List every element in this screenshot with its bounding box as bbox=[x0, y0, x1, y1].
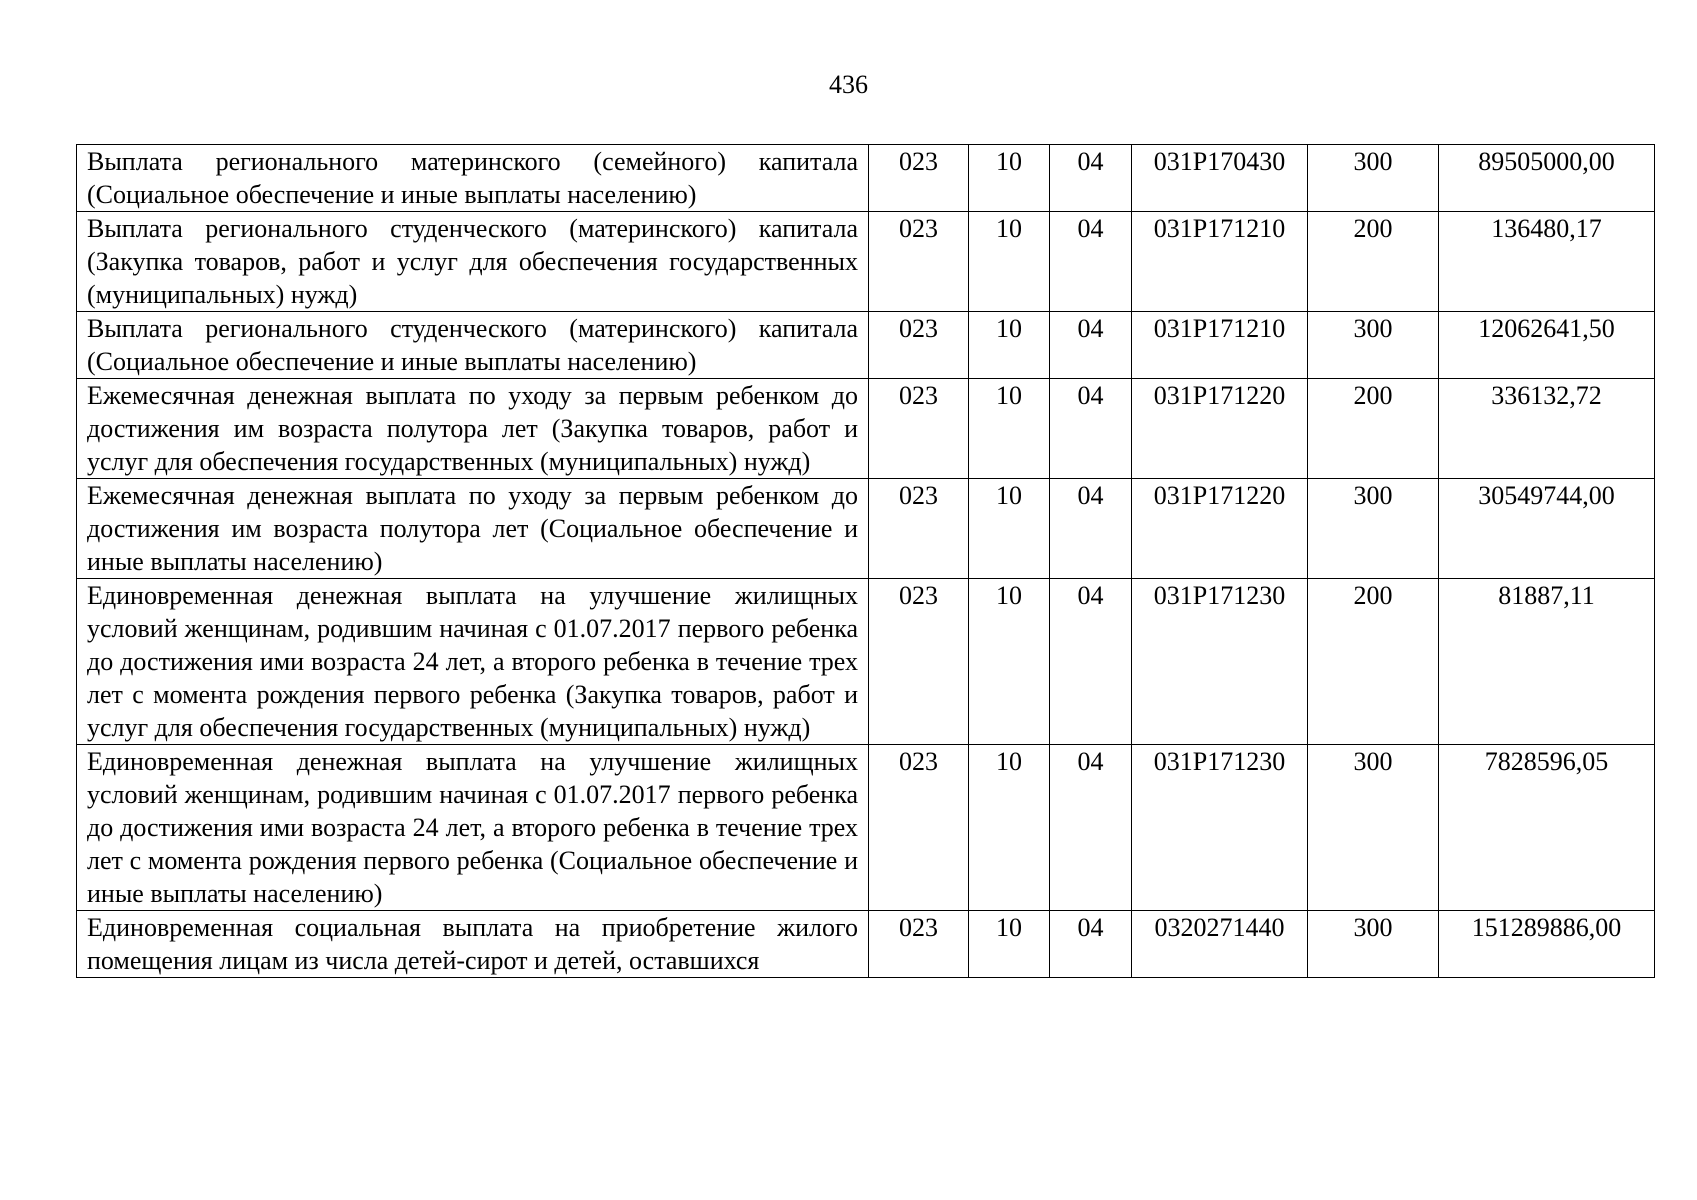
row-amount: 12062641,50 bbox=[1439, 312, 1655, 379]
table-row bbox=[77, 579, 1655, 745]
row-description: Ежемесячная денежная выплата по уходу за первым ребенком до достижения им возраста полутора лет (Закупка товаров, работ и услуг для обеспечения государственных (муниципальных) нужд) bbox=[77, 379, 869, 479]
row-expense-type-code: 300 bbox=[1308, 911, 1439, 978]
row-section-code: 10 bbox=[969, 145, 1050, 212]
row-expense-type-code: 300 bbox=[1308, 745, 1439, 911]
row-description: Единовременная денежная выплата на улучшение жилищных условий женщинам, родившим начиная с 01.07.2017 первого ребенка до достижения ими возраста 24 лет, а второго ребенка в течение трех лет с момента рождения первого ребенка (Закупка товаров, работ и услуг для обеспечения государственных (муниципальных) нужд) bbox=[77, 579, 869, 745]
row-subsection-code: 04 bbox=[1050, 911, 1132, 978]
table-row bbox=[77, 479, 1655, 579]
row-section-code: 10 bbox=[969, 911, 1050, 978]
row-grbs-code: 023 bbox=[869, 579, 969, 745]
row-amount: 30549744,00 bbox=[1439, 479, 1655, 579]
row-grbs-code: 023 bbox=[869, 479, 969, 579]
row-target-article-code: 0320271440 bbox=[1132, 911, 1308, 978]
row-target-article-code: 031P171210 bbox=[1132, 212, 1308, 312]
row-description: Ежемесячная денежная выплата по уходу за первым ребенком до достижения им возраста полутора лет (Социальное обеспечение и иные выплаты населению) bbox=[77, 479, 869, 579]
table-row bbox=[77, 745, 1655, 911]
row-amount: 336132,72 bbox=[1439, 379, 1655, 479]
row-section-code: 10 bbox=[969, 579, 1050, 745]
row-description: Выплата регионального материнского (семейного) капитала (Социальное обеспечение и иные выплаты населению) bbox=[77, 145, 869, 212]
row-amount: 136480,17 bbox=[1439, 212, 1655, 312]
row-grbs-code: 023 bbox=[869, 911, 969, 978]
row-description: Единовременная социальная выплата на приобретение жилого помещения лицам из числа детей-сирот и детей, оставшихся bbox=[77, 911, 869, 978]
row-amount: 151289886,00 bbox=[1439, 911, 1655, 978]
row-grbs-code: 023 bbox=[869, 745, 969, 911]
row-section-code: 10 bbox=[969, 745, 1050, 911]
row-grbs-code: 023 bbox=[869, 212, 969, 312]
table-row bbox=[77, 312, 1655, 379]
row-target-article-code: 031P171230 bbox=[1132, 745, 1308, 911]
row-subsection-code: 04 bbox=[1050, 312, 1132, 379]
row-grbs-code: 023 bbox=[869, 145, 969, 212]
row-subsection-code: 04 bbox=[1050, 745, 1132, 911]
row-amount: 89505000,00 bbox=[1439, 145, 1655, 212]
row-target-article-code: 031P171210 bbox=[1132, 312, 1308, 379]
row-target-article-code: 031P171220 bbox=[1132, 379, 1308, 479]
row-subsection-code: 04 bbox=[1050, 479, 1132, 579]
row-description: Выплата регионального студенческого (материнского) капитала (Закупка товаров, работ и услуг для обеспечения государственных (муниципальных) нужд) bbox=[77, 212, 869, 312]
row-description: Выплата регионального студенческого (материнского) капитала (Социальное обеспечение и иные выплаты населению) bbox=[77, 312, 869, 379]
row-grbs-code: 023 bbox=[869, 379, 969, 479]
row-expense-type-code: 200 bbox=[1308, 212, 1439, 312]
row-section-code: 10 bbox=[969, 312, 1050, 379]
row-expense-type-code: 300 bbox=[1308, 312, 1439, 379]
row-description: Единовременная денежная выплата на улучшение жилищных условий женщинам, родившим начиная с 01.07.2017 первого ребенка до достижения ими возраста 24 лет, а второго ребенка в течение трех лет с момента рождения первого ребенка (Социальное обеспечение и иные выплаты населению) bbox=[77, 745, 869, 911]
row-expense-type-code: 300 bbox=[1308, 479, 1439, 579]
row-target-article-code: 031P170430 bbox=[1132, 145, 1308, 212]
row-target-article-code: 031P171220 bbox=[1132, 479, 1308, 579]
table-row bbox=[77, 911, 1655, 978]
row-amount: 81887,11 bbox=[1439, 579, 1655, 745]
row-subsection-code: 04 bbox=[1050, 579, 1132, 745]
row-section-code: 10 bbox=[969, 479, 1050, 579]
row-section-code: 10 bbox=[969, 379, 1050, 479]
row-subsection-code: 04 bbox=[1050, 379, 1132, 479]
table-row bbox=[77, 379, 1655, 479]
row-expense-type-code: 200 bbox=[1308, 579, 1439, 745]
row-section-code: 10 bbox=[969, 212, 1050, 312]
table-row bbox=[77, 145, 1655, 212]
row-amount: 7828596,05 bbox=[1439, 745, 1655, 911]
budget-allocation-table bbox=[76, 144, 1655, 978]
row-target-article-code: 031P171230 bbox=[1132, 579, 1308, 745]
row-grbs-code: 023 bbox=[869, 312, 969, 379]
table-row bbox=[77, 212, 1655, 312]
row-expense-type-code: 200 bbox=[1308, 379, 1439, 479]
page-number: 436 bbox=[829, 70, 868, 99]
row-subsection-code: 04 bbox=[1050, 212, 1132, 312]
row-subsection-code: 04 bbox=[1050, 145, 1132, 212]
row-expense-type-code: 300 bbox=[1308, 145, 1439, 212]
